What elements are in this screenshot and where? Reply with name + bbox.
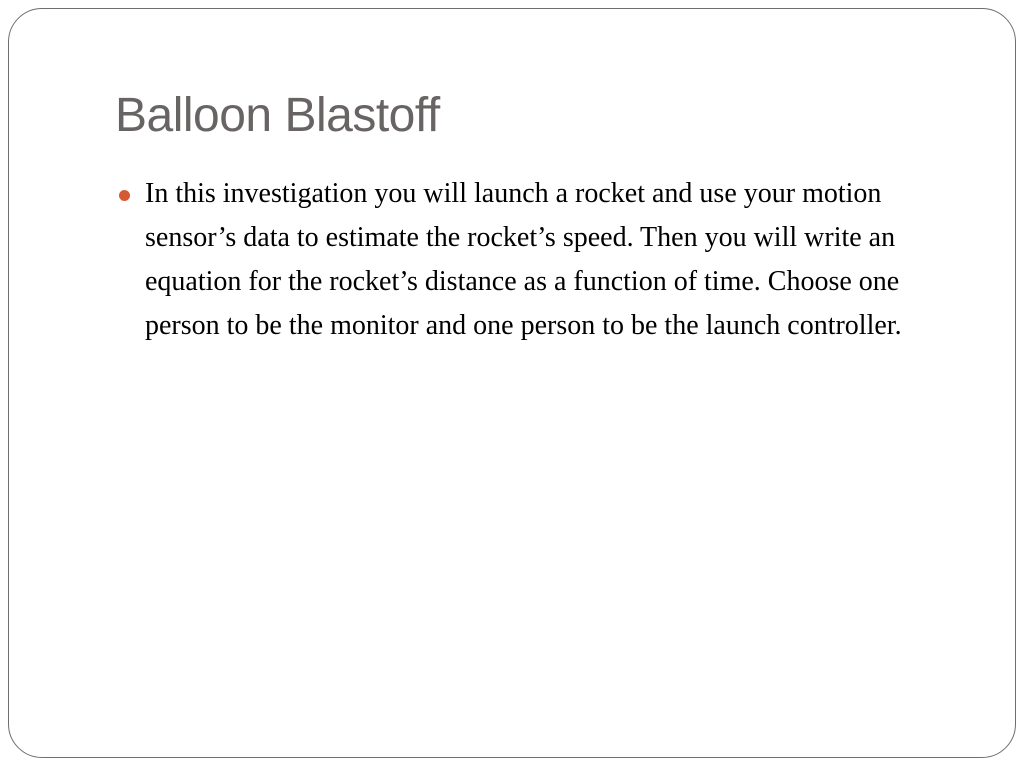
slide-title: Balloon Blastoff <box>115 89 440 142</box>
bullet-item <box>117 172 977 348</box>
slide <box>8 8 1016 758</box>
bullet-dot-icon <box>119 190 130 201</box>
bullet-text: In this investigation you will launch a rocket and use your motion sensor’s data to estimate the rocket’s speed. Then you will write an equation for the rocket’s distance as a function of time. Choose one person to be the monitor and one person to be the launch controller. <box>145 178 902 341</box>
slide-content <box>117 172 977 348</box>
